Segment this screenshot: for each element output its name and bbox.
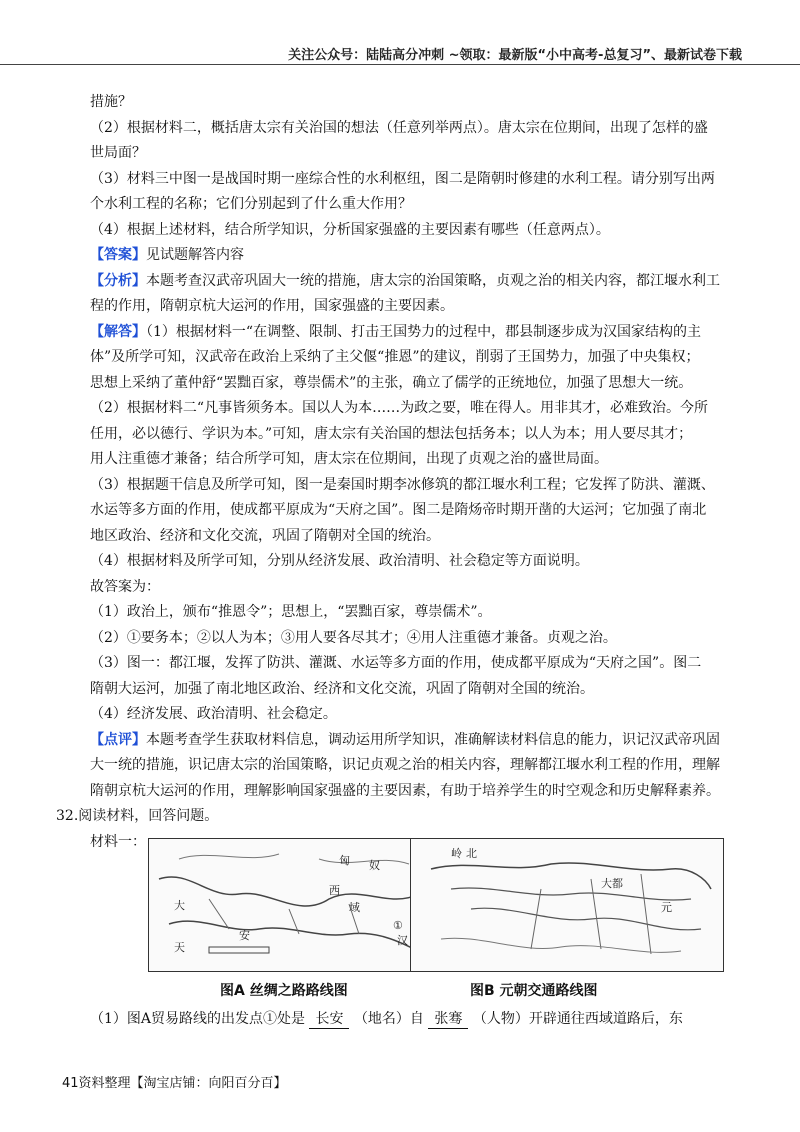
question-32-1 [90,1008,683,1029]
line-text: （2）①要务本；②以人为本；③用人要各尽其才；④用人注重德才兼备。贞观之治。 [90,629,617,646]
line-text: 本题考查学生获取材料信息，调动运用所学知识，准确解读材料信息的能力，识记汉武帝巩固 [146,731,720,748]
map-a-label: 安 [239,929,250,942]
question-text: （人物）开辟通往西域道路后，东 [472,1011,683,1027]
line-text: 阅读材料，回答问题。 [78,808,219,824]
page-header: 关注公众号：陆陆高分冲刺 ~领取：最新版“小中高考-总复习”、最新试卷下载 [288,48,742,63]
header-divider [0,64,800,65]
line-text: （4）经济发展、政治清明、社会稳定。 [90,706,337,722]
text-line [90,779,740,805]
map-a-label: ① [393,919,403,932]
text-line [90,116,740,142]
map-a-label: 域 [349,901,360,914]
text-line [90,498,740,524]
silk-road-map [148,838,432,972]
line-text: 体”及所学可知，汉武帝在政治上采纳了主父偃“推恩”的建议，削弱了王国势力，加强了中央集权； [90,349,700,365]
line-text: （3）根据题干信息及所学可知，图一是秦国时期李冰修筑的都江堰水利工程；它发挥了防洪、灌溉、 [90,476,715,493]
line-text: 用人注重德才兼备；结合所学可知，唐太宗在位期间，出现了贞观之治的盛世局面。 [90,451,608,467]
text-line [90,371,740,397]
map-b-label: 大都 [601,877,623,890]
text-line [90,626,740,652]
text-line [90,396,740,422]
document-body [56,90,740,855]
map-a-caption: 图A 丝绸之路路线图 [220,983,348,999]
text-line [90,651,740,677]
map-b-label: 元 [661,901,672,914]
line-text: 本题考查汉武帝巩固大一统的措施，唐太宗的治国策略，贞观之治的相关内容，都江堰水利工 [146,272,720,289]
page-footer: 41资料整理【淘宝店铺：向阳百分百】 [62,1076,287,1091]
text-line [90,600,740,626]
section-tag: 【解答】 [90,323,146,340]
line-text: （4）根据上述材料，结合所学知识，分析国家强盛的主要因素有哪些（任意两点）。 [90,221,610,238]
map-a-label: 天 [174,941,185,954]
line-text: 大一统的措施，识记唐太宗的治国策略，识记贞观之治的相关内容，理解都江堰水利工程的作用，理解 [90,757,720,773]
text-line [90,243,740,269]
section-tag: 【分析】 [90,272,146,289]
line-text: （1）政治上，颁布“推恩令”；思想上，“罢黜百家，尊崇儒术”。 [90,604,492,620]
answer-blank: 长安 [309,1008,349,1029]
text-line [90,728,740,754]
line-text: （4）根据材料及所学可知，分别从经济发展、政治清明、社会稳定等方面说明。 [90,553,589,569]
line-text: 措施？ [90,94,132,110]
text-line [90,702,740,728]
text-line [90,294,740,320]
section-tag: 【答案】 [90,247,146,263]
line-text: 见试题解答内容 [146,247,244,263]
text-line [90,753,740,779]
line-text: 材料一： [90,833,146,850]
line-text: （1）根据材料一“在调整、限制、打击王国势力的过程中，郡县制逐步成为汉国家结构的主 [146,323,702,340]
map-b-label: 岭 [451,847,462,860]
text-line [90,549,740,575]
map-a-label: 奴 [369,859,380,872]
yuan-transport-map [410,838,724,972]
line-text: 个水利工程的名称；它们分别起到了什么重大作用？ [90,196,412,212]
line-text: 水运等多方面的作用，使成都平原成为“天府之国”。图二是隋炀帝时期开凿的大运河；它加强了南北 [90,502,707,518]
map-a-label: 西 [329,884,340,897]
line-text: 地区政治、经济和文化交流，巩固了隋朝对全国的统治。 [90,527,440,544]
text-line [90,422,740,448]
map-a-label: 匈 [339,854,350,867]
question-text: （1）图A贸易路线的出发点①处是 [90,1011,306,1027]
line-text: 隋朝京杭大运河的作用，理解影响国家强盛的主要因素，有助于培养学生的时空观念和历史解释素养。 [90,782,720,799]
map-a-label: 汉 [397,934,408,947]
map-b-caption: 图B 元朝交通路线图 [470,983,598,999]
text-line [90,90,740,116]
text-line [90,218,740,244]
text-line [90,677,740,703]
line-text: 故答案为： [90,578,160,595]
line-text: 思想上采纳了董仲舒“罢黜百家，尊崇儒术”的主张，确立了儒学的正统地位，加强了思想大一统。 [90,374,693,391]
text-line [90,524,740,550]
question-number: 32. [56,808,79,824]
map-figures [148,838,722,998]
line-text: （3）图一：都江堰，发挥了防洪、灌溉、水运等多方面的作用，使成都平原成为“天府之国”。图二 [90,655,702,671]
line-text: 程的作用，隋朝京杭大运河的作用，国家强盛的主要因素。 [90,298,454,314]
text-line [90,167,740,193]
text-line [90,269,740,295]
question-text: （地名）自 [353,1011,424,1027]
text-line [90,575,740,601]
line-text: （2）根据材料二，概括唐太宗有关治国的想法（任意列举两点）。唐太宗在位期间，出现了怎样的盛 [90,119,708,136]
text-line [90,192,740,218]
text-line [90,141,740,167]
line-text: 任用，必以德行、学识为本。”可知，唐太宗有关治国的想法包括务本；以人为本；用人要尽其才； [90,425,693,442]
text-line [90,473,740,499]
text-line [90,320,740,346]
line-text: 世局面？ [90,145,146,161]
line-text: （3）材料三中图一是战国时期一座综合性的水利枢纽，图二是隋朝时修建的水利工程。请分别写出两 [90,170,715,187]
text-line [90,345,740,371]
map-a-label: 大 [174,899,185,912]
line-text: （2）根据材料二“凡事皆须务本。国以人为本……为政之要，唯在得人。用非其才，必难致治。今所 [90,400,709,416]
answer-blank: 张骞 [428,1008,468,1029]
map-b-label: 北 [466,847,477,860]
line-text: 隋朝大运河，加强了南北地区政治、经济和文化交流，巩固了隋朝对全国的统治。 [90,680,594,697]
text-line [90,447,740,473]
text-line [56,804,740,830]
section-tag: 【点评】 [90,731,146,748]
